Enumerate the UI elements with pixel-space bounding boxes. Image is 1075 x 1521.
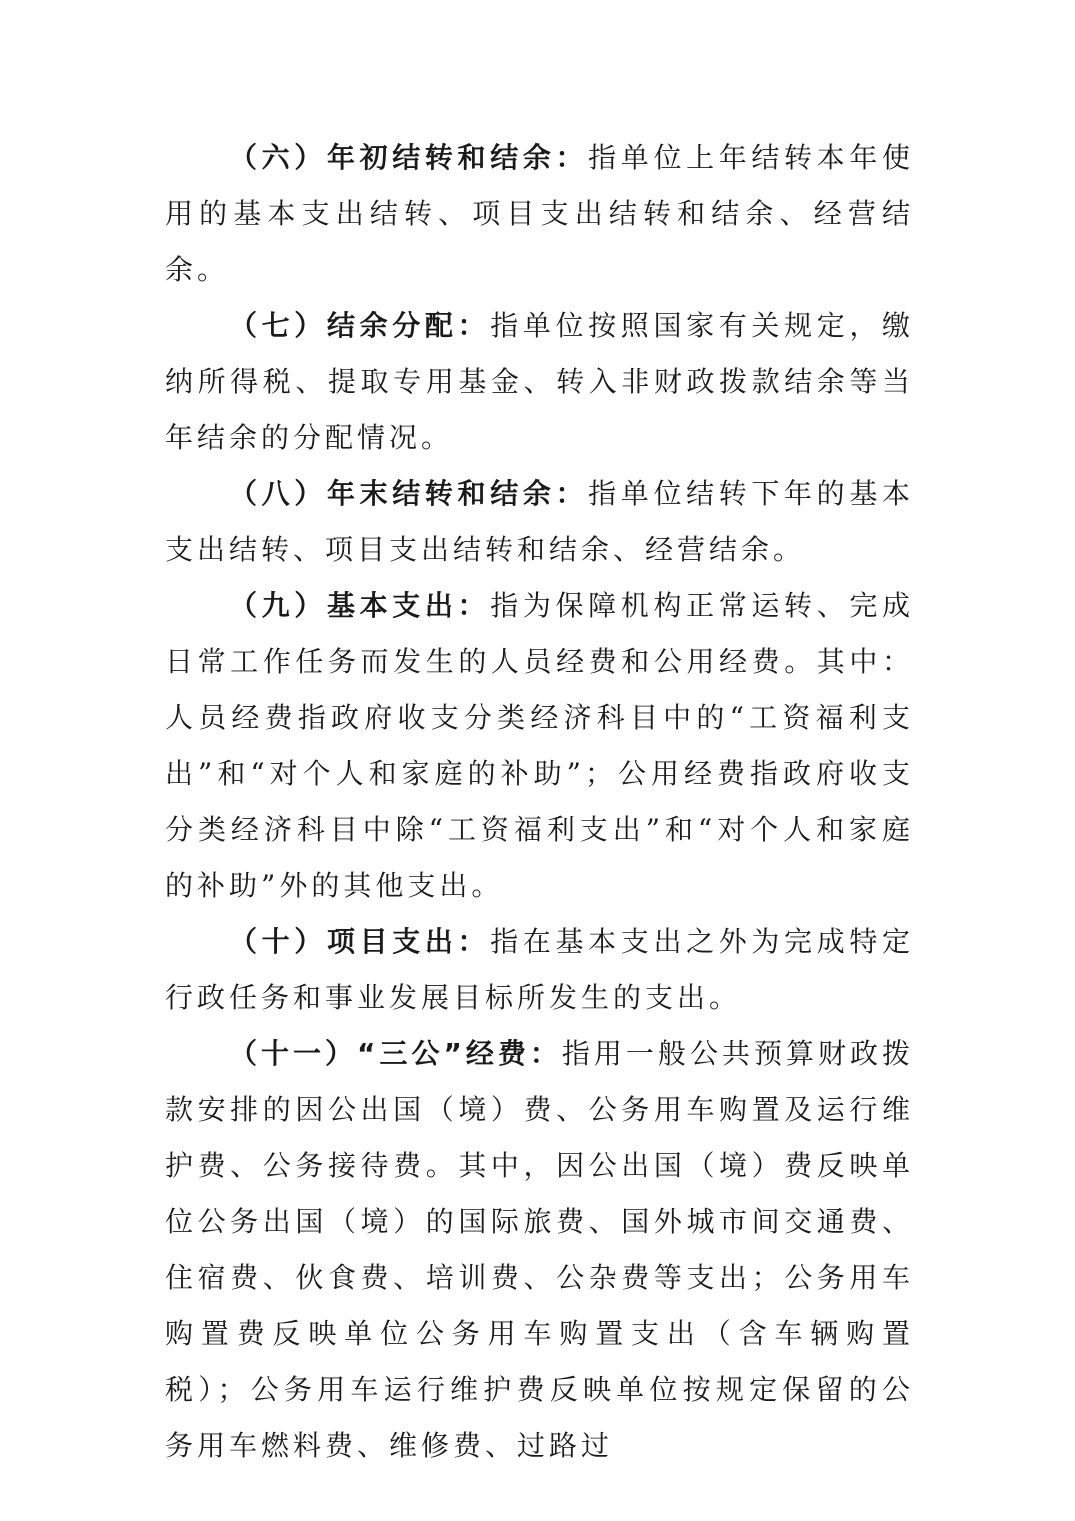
- paragraph-three-public-expenses: [165, 1026, 914, 1474]
- paragraph-basic-expenditure: [165, 578, 914, 914]
- document-page: [165, 130, 914, 1474]
- term-heading: （八）年末结转和结余：: [229, 477, 589, 510]
- term-heading: （七）结余分配：: [229, 309, 491, 342]
- paragraph-text: 指为保障机构正常运转、完成日常工作任务而发生的人员经费和公用经费。其中：人员经费指政府收支分类经济科目中的“工资福利支出”和“对个人和家庭的补助”；公用经费指政府收支分类经济科目中除“工资福利支出”和“对个人和家庭的补助”外的其他支出。: [165, 589, 914, 902]
- paragraph-text: 指在基本支出之外为完成特定行政任务和事业发展目标所发生的支出。: [165, 925, 914, 1014]
- paragraph-project-expenditure: [165, 914, 914, 1026]
- paragraph-text: 指单位按照国家有关规定，缴纳所得税、提取专用基金、转入非财政拨款结余等当年结余的分配情况。: [165, 309, 914, 454]
- paragraph-surplus-distribution: [165, 298, 914, 466]
- term-heading: （十）项目支出：: [229, 925, 491, 958]
- paragraph-carryover-beginning: [165, 130, 914, 298]
- term-heading: （十一）“三公”经费：: [229, 1037, 562, 1070]
- paragraph-text: 指单位上年结转本年使用的基本支出结转、项目支出结转和结余、经营结余。: [165, 141, 914, 286]
- paragraph-carryover-end: [165, 466, 914, 578]
- paragraph-text: 指单位结转下年的基本支出结转、项目支出结转和结余、经营结余。: [165, 477, 914, 566]
- term-heading: （九）基本支出：: [229, 589, 491, 622]
- paragraph-text: 指用一般公共预算财政拨款安排的因公出国（境）费、公务用车购置及运行维护费、公务接待费。其中，因公出国（境）费反映单位公务出国（境）的国际旅费、国外城市间交通费、住宿费、伙食费、培训费、公杂费等支出；公务用车购置费反映单位公务用车购置支出（含车辆购置税）；公务用车运行维护费反映单位按规定保留的公务用车燃料费、维修费、过路过: [165, 1037, 914, 1462]
- term-heading: （六）年初结转和结余：: [229, 141, 589, 174]
